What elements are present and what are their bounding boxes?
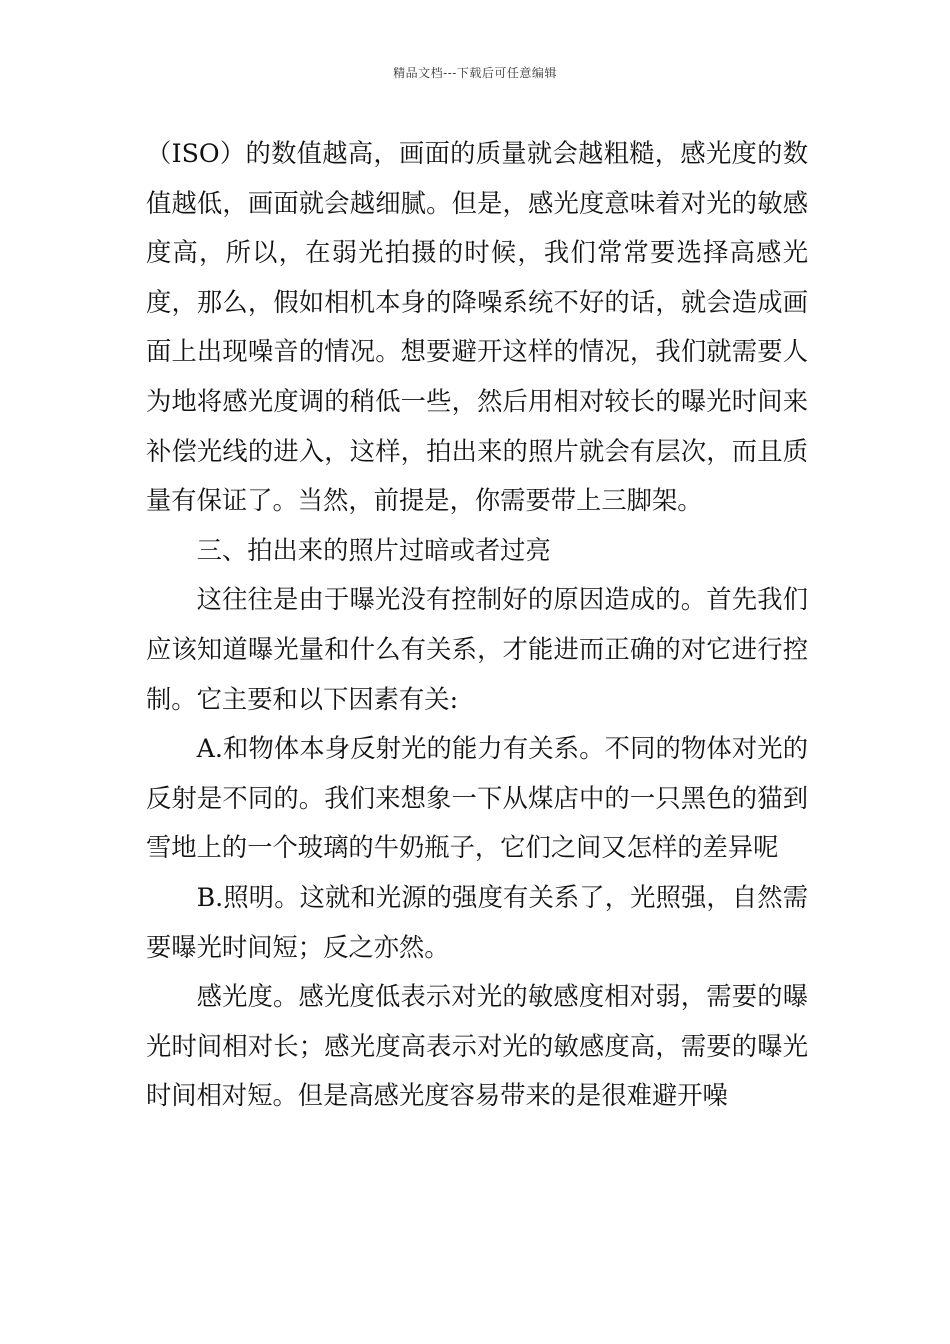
paragraph-factor-b-lighting: B.照明。这就和光源的强度有关系了，光照强，自然需要曝光时间短；反之亦然。	[146, 882, 808, 962]
paragraph-factor-a-reflectance: A.和物体本身反射光的能力有关系。不同的物体对光的反射是不同的。我们来想象一下从煤店中的一只黑色的猫到雪地上的一个玻璃的牛奶瓶子，它们之间又怎样的差异呢	[146, 734, 808, 863]
paragraph-factor-iso: 感光度。感光度低表示对光的敏感度相对弱，需要的曝光时间相对长；感光度高表示对光的敏感度高，需要的曝光时间相对短。但是高感光度容易带来的是很难避开噪	[146, 982, 808, 1111]
section-heading-too-dark-or-bright: 三、拍出来的照片过暗或者过亮	[196, 535, 551, 565]
page-header: 精品文档---下载后可任意编辑	[393, 66, 557, 80]
document-body	[146, 129, 808, 1121]
paragraph-exposure-intro: 这往往是由于曝光没有控制好的原因造成的。首先我们应该知道曝光量和什么有关系，才能进而正确的对它进行控制。它主要和以下因素有关:	[146, 585, 808, 714]
paragraph-iso-continuation: （ISO）的数值越高，画面的质量就会越粗糙，感光度的数值越低，画面就会越细腻。但是，感光度意味着对光的敏感度高，所以，在弱光拍摄的时候，我们常常要选择高感光度，那么，假如相机本身的降噪系统不好的话，就会造成画面上出现噪音的情况。想要避开这样的情况，我们就需要人为地将感光度调的稍低一些，然后用相对较长的曝光时间来补偿光线的进入，这样，拍出来的照片就会有层次，而且质量有保证了。当然，前提是，你需要带上三脚架。	[146, 139, 808, 516]
